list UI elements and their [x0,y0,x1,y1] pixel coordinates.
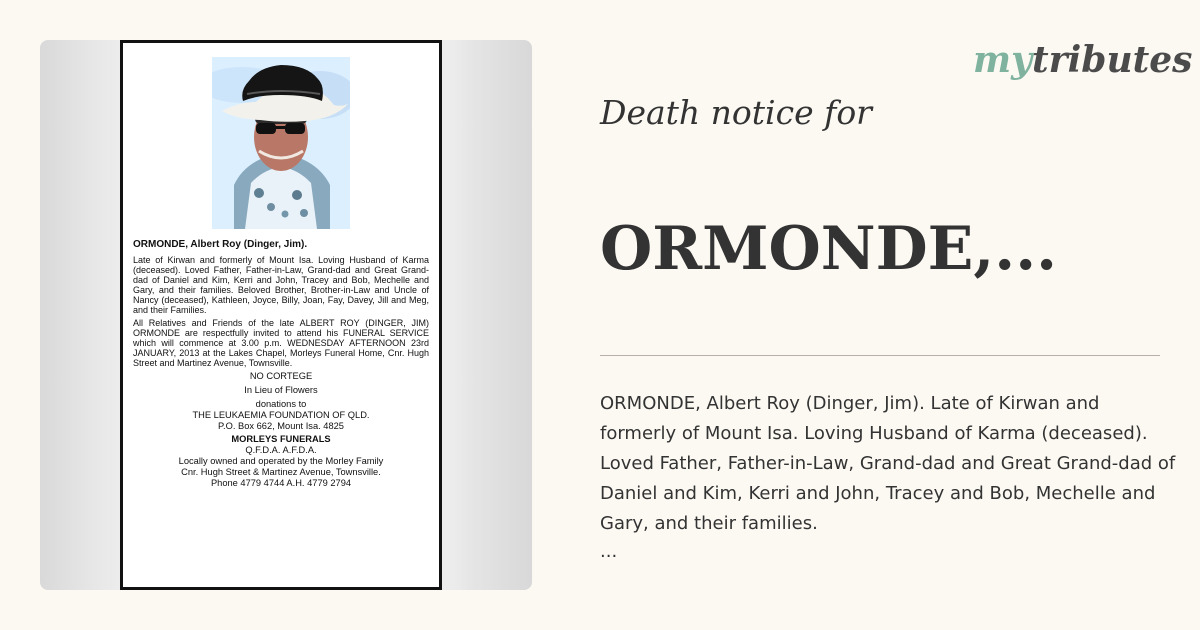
section-divider [600,355,1160,356]
notice-owned-by: Locally owned and operated by the Morley Family [178,456,384,466]
notice-card [120,40,442,590]
notice-heading: ORMONDE, Albert Roy (Dinger, Jim). [133,239,308,250]
notice-phone: Phone 4779 4744 A.H. 4779 2794 [210,478,352,488]
notice-donations: donations to [255,399,307,409]
death-notice-label: Death notice for [600,93,872,132]
newspaper-notice-image [40,40,532,590]
notice-summary: ORMONDE, Albert Roy (Dinger, Jim). Late of Kirwan and formerly of Mount Isa. Loving Husband of Karma (deceased). Loved Father, Father-in-Law, Grand-dad and Great Grand-dad of Daniel and Kim, Kerri and John, Tracey and Bob, Mechelle and Gary, and their families. [600,393,1176,534]
mytributes-logo[interactable] [973,38,1193,82]
notice-address: Cnr. Hugh Street & Martinez Avenue, Townsville. [181,467,381,477]
notice-qfda: Q.F.D.A. A.F.D.A. [245,445,317,455]
summary-ellipsis: ... [600,541,618,562]
notice-paragraph-1: Late of Kirwan and formerly of Mount Isa. Loving Husband of Karma (deceased). Loved Father, Father-in-Law, Grand-dad and Great Grand-dad of Daniel and Kim, Kerri and John, Tracey and Bob, Mechelle and Gary, and their families. Beloved Brother, Brother-in-Law and Uncle of Nancy (deceased), Kathleen, Joyce, Billy, Joan, Fay, Davey, Jill and Meg, and their Families. [133,255,429,315]
notice-po-box: P.O. Box 662, Mount Isa. 4825 [218,421,344,431]
notice-funeral-home: MORLEYS FUNERALS [231,434,331,444]
notice-lieu-of-flowers: In Lieu of Flowers [244,385,318,395]
notice-foundation: THE LEUKAEMIA FOUNDATION OF QLD. [192,410,370,420]
logo-part-tributes: tributes [1032,39,1193,81]
logo-part-my: my [973,39,1033,81]
notice-paragraph-2: All Relatives and Friends of the late ALBERT ROY (DINGER, JIM) ORMONDE are respectfully invited to attend his FUNERAL SERVICE which will commence at 3.00 p.m. WEDNESDAY AFTERNOON 23rd JANUARY, 2013 at the Lakes Chapel, Morleys Funeral Home, Cnr. Hugh Street and Martinez Avenue, Townsville. [133,318,429,368]
deceased-photo [212,57,350,229]
deceased-name-title: ORMONDE,... [600,214,1057,284]
notice-no-cortege: NO CORTEGE [249,371,313,381]
